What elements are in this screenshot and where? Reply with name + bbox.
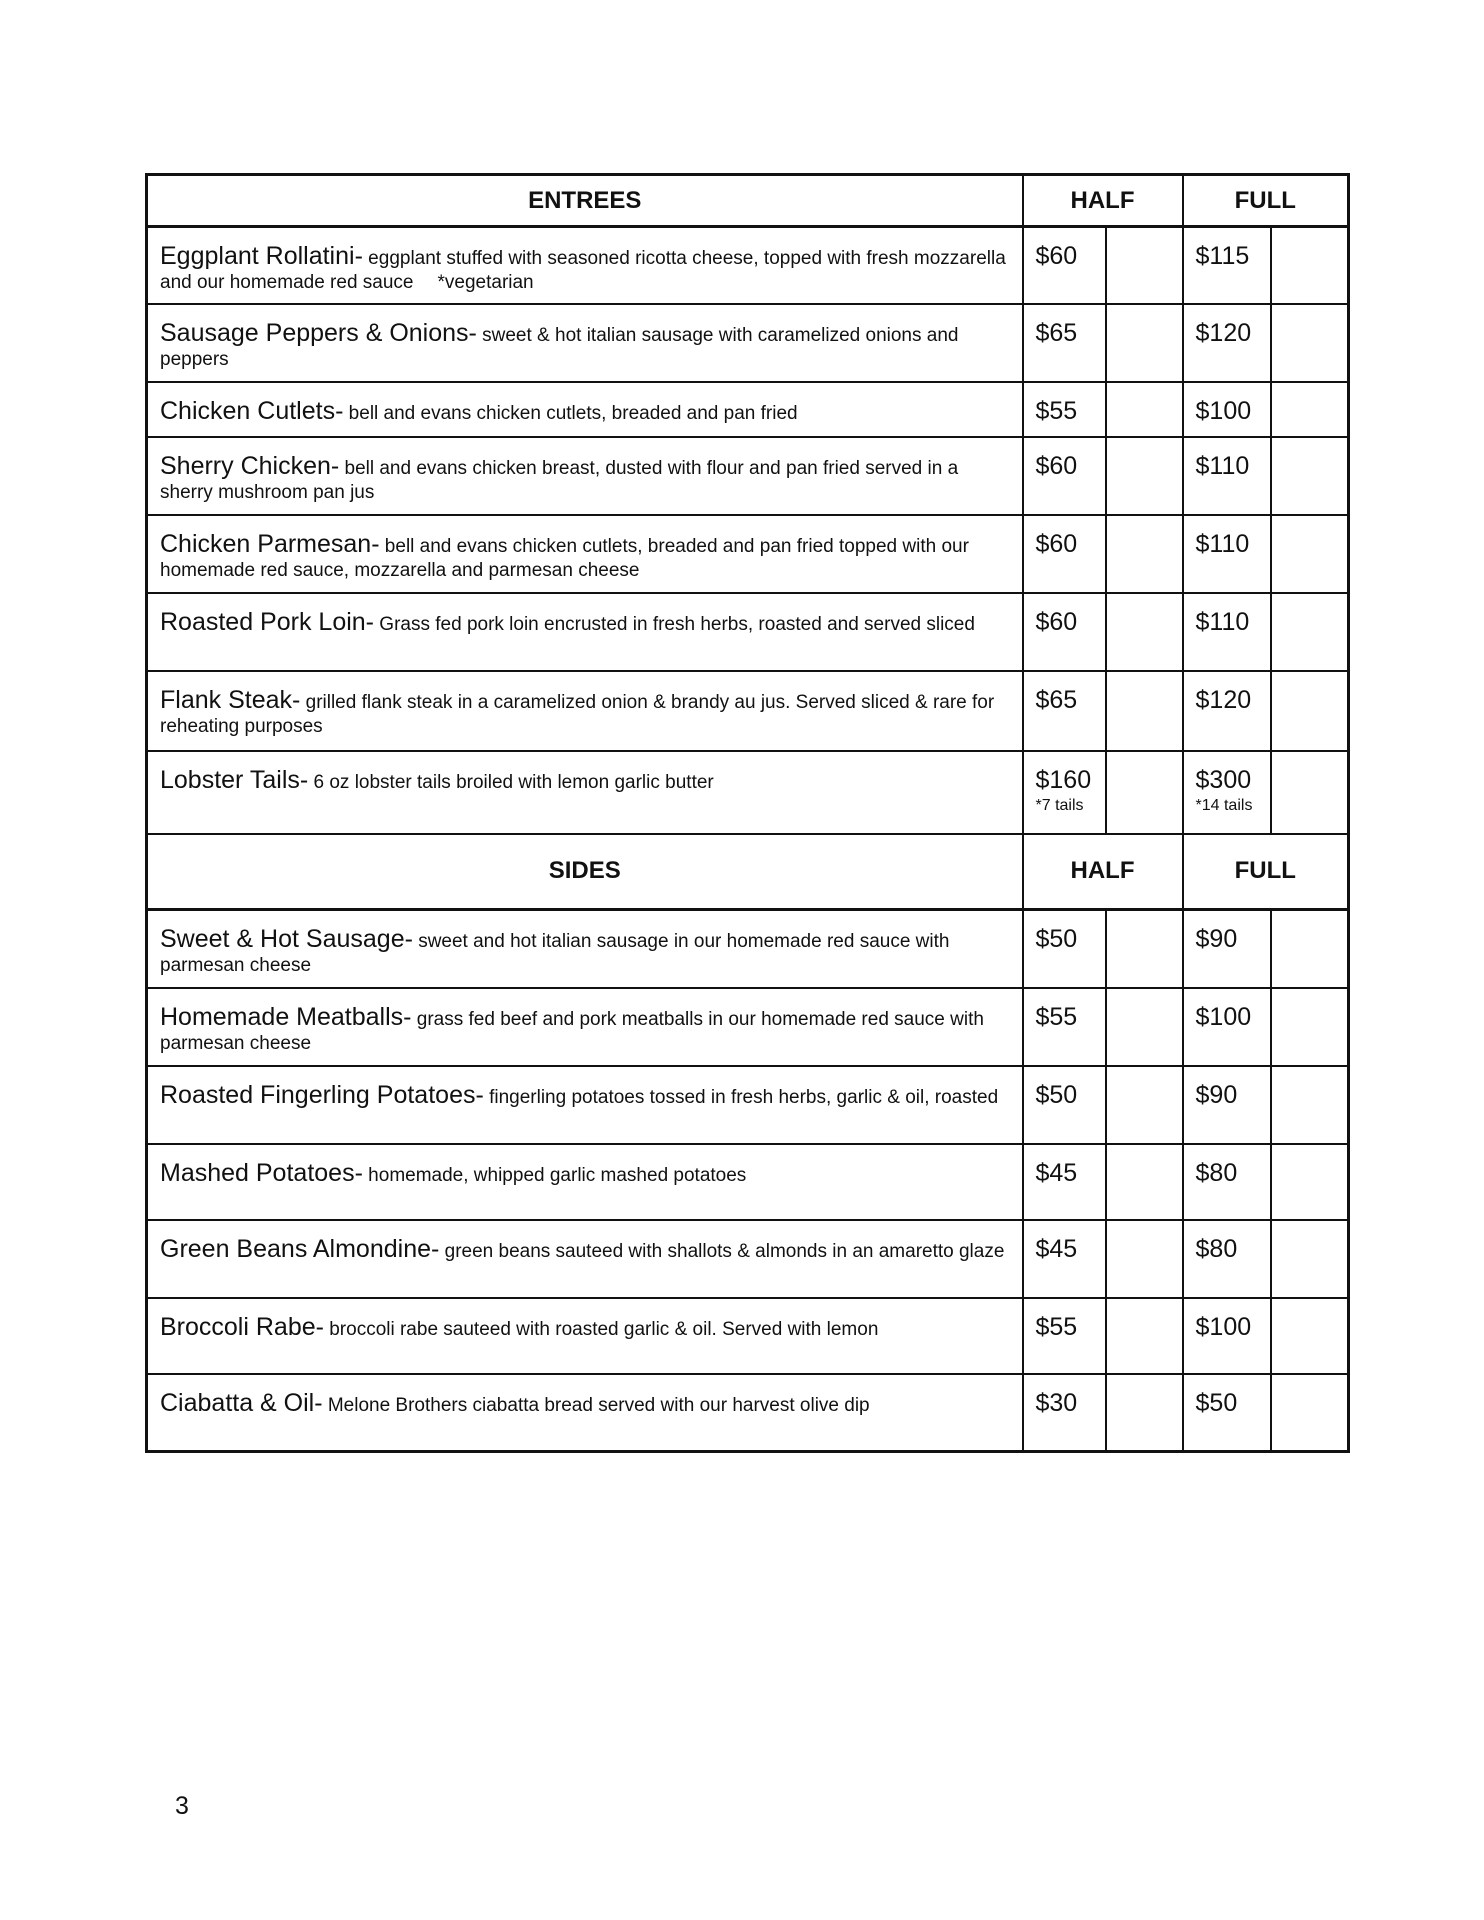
half-price: $160 xyxy=(1035,765,1092,794)
sides-item-row xyxy=(147,1220,1349,1298)
half-price: $65 xyxy=(1035,318,1078,347)
half-price-cell xyxy=(1023,751,1106,834)
item-description: bell and evans chicken breast, dusted with flour and pan fried served in a sherry mushroom pan jus xyxy=(160,457,959,503)
half-order-box xyxy=(1106,227,1183,304)
half-order-box xyxy=(1106,1144,1183,1220)
half-order-box xyxy=(1106,1220,1183,1298)
half-price-cell xyxy=(1023,1374,1106,1452)
half-price-cell xyxy=(1023,1220,1106,1298)
full-price-cell xyxy=(1183,1298,1271,1374)
full-price: $100 xyxy=(1195,1312,1252,1341)
item-description-cell xyxy=(147,1374,1023,1452)
entrees-section-title: ENTREES xyxy=(147,175,1023,227)
sides-section-title: SIDES xyxy=(147,834,1023,910)
entrees-item-row xyxy=(147,671,1349,751)
full-price-cell xyxy=(1183,515,1271,593)
half-price: $55 xyxy=(1035,1312,1078,1341)
item-description-cell xyxy=(147,751,1023,834)
full-price: $100 xyxy=(1195,1002,1252,1031)
full-price: $80 xyxy=(1195,1234,1238,1263)
full-price: $110 xyxy=(1195,451,1250,480)
sides-half-header: HALF xyxy=(1023,834,1183,910)
half-price: $60 xyxy=(1035,242,1078,270)
menu-table xyxy=(145,173,1350,1453)
full-order-box xyxy=(1271,227,1349,304)
item-description-cell xyxy=(147,671,1023,751)
item-description-cell xyxy=(147,1066,1023,1144)
item-name: Sherry Chicken- xyxy=(160,451,340,480)
item-description-cell xyxy=(147,910,1023,988)
entrees-item-row xyxy=(147,515,1349,593)
item-name: Roasted Pork Loin- xyxy=(160,607,375,636)
item-description: Melone Brothers ciabatta bread served with our harvest olive dip xyxy=(322,1394,870,1416)
item-description: bell and evans chicken cutlets, breaded and pan fried xyxy=(343,402,798,424)
half-price: $55 xyxy=(1035,396,1078,425)
sides-item-row xyxy=(147,988,1349,1066)
full-order-box xyxy=(1271,1066,1349,1144)
half-order-box xyxy=(1106,1066,1183,1144)
full-price-cell xyxy=(1183,751,1271,834)
menu-body xyxy=(147,175,1349,1452)
half-price: $45 xyxy=(1035,1234,1078,1263)
full-order-box xyxy=(1271,751,1349,834)
full-price-cell xyxy=(1183,671,1271,751)
half-order-box xyxy=(1106,382,1183,437)
entrees-item-row xyxy=(147,304,1349,382)
sides-full-header: FULL xyxy=(1183,834,1349,910)
item-note: *vegetarian xyxy=(437,272,534,293)
item-name: Chicken Cutlets- xyxy=(160,396,344,425)
item-description: bell and evans chicken cutlets, breaded and pan fried topped with our homemade red sauce, mozzarella and parmesan cheese xyxy=(160,535,969,581)
item-name: Sausage Peppers & Onions- xyxy=(160,318,477,347)
half-order-box xyxy=(1106,1374,1183,1452)
half-price: $50 xyxy=(1035,925,1078,953)
half-order-box xyxy=(1106,1298,1183,1374)
entrees-item-row xyxy=(147,593,1349,671)
item-name: Broccoli Rabe- xyxy=(160,1312,324,1341)
item-description: 6 oz lobster tails broiled with lemon garlic butter xyxy=(308,771,714,793)
full-price: $100 xyxy=(1195,396,1252,425)
full-price: $110 xyxy=(1195,607,1250,636)
item-name: Homemade Meatballs- xyxy=(160,1002,412,1031)
item-description: grass fed beef and pork meatballs in our homemade red sauce with parmesan cheese xyxy=(160,1008,984,1054)
item-name: Chicken Parmesan- xyxy=(160,529,380,558)
sides-header-row xyxy=(147,834,1349,910)
half-price: $60 xyxy=(1035,451,1078,480)
half-order-box xyxy=(1106,515,1183,593)
full-price-cell xyxy=(1183,304,1271,382)
full-order-box xyxy=(1271,1374,1349,1452)
item-description: grilled flank steak in a caramelized onion & brandy au jus. Served sliced & rare for reheating purposes xyxy=(160,691,995,737)
item-description: eggplant stuffed with seasoned ricotta cheese, topped with fresh mozzarella and our homemade red sauce xyxy=(160,248,1006,293)
half-price: $30 xyxy=(1035,1388,1078,1417)
full-price-cell xyxy=(1183,382,1271,437)
item-name: Mashed Potatoes- xyxy=(160,1158,363,1187)
full-order-box xyxy=(1271,988,1349,1066)
full-price: $90 xyxy=(1195,925,1238,953)
full-price: $80 xyxy=(1195,1158,1238,1187)
item-name: Sweet & Hot Sausage- xyxy=(160,925,413,953)
entrees-full-header: FULL xyxy=(1183,175,1349,227)
entrees-item-row xyxy=(147,227,1349,304)
full-price: $110 xyxy=(1195,529,1250,558)
half-order-box xyxy=(1106,988,1183,1066)
half-price-cell xyxy=(1023,671,1106,751)
sides-item-row xyxy=(147,1374,1349,1452)
half-price-cell xyxy=(1023,382,1106,437)
item-name: Green Beans Almondine- xyxy=(160,1234,440,1263)
full-price: $90 xyxy=(1195,1080,1238,1109)
full-price: $115 xyxy=(1195,242,1250,270)
full-order-box xyxy=(1271,304,1349,382)
full-price-cell xyxy=(1183,1144,1271,1220)
item-description: fingerling potatoes tossed in fresh herbs, garlic & oil, roasted xyxy=(483,1086,999,1108)
item-description: sweet and hot italian sausage in our homemade red sauce with parmesan cheese xyxy=(160,931,950,976)
item-description-cell xyxy=(147,1220,1023,1298)
full-order-box xyxy=(1271,515,1349,593)
full-price: $120 xyxy=(1195,318,1252,347)
full-order-box xyxy=(1271,1298,1349,1374)
full-price-cell xyxy=(1183,1374,1271,1452)
entrees-header-row xyxy=(147,175,1349,227)
half-order-box xyxy=(1106,910,1183,988)
sides-item-row xyxy=(147,910,1349,988)
full-price: $120 xyxy=(1195,685,1252,714)
full-order-box xyxy=(1271,593,1349,671)
entrees-item-row xyxy=(147,751,1349,834)
half-price-note: *7 tails xyxy=(1035,796,1084,814)
item-name: Ciabatta & Oil- xyxy=(160,1388,323,1417)
half-price: $65 xyxy=(1035,685,1078,714)
full-price: $300 xyxy=(1195,765,1252,794)
item-name: Flank Steak- xyxy=(160,685,301,714)
full-price-cell xyxy=(1183,227,1271,304)
half-price-cell xyxy=(1023,910,1106,988)
half-order-box xyxy=(1106,593,1183,671)
half-order-box xyxy=(1106,751,1183,834)
item-name: Eggplant Rollatini- xyxy=(160,242,363,270)
half-price-cell xyxy=(1023,1144,1106,1220)
item-description-cell xyxy=(147,382,1023,437)
half-price-cell xyxy=(1023,227,1106,304)
half-price: $55 xyxy=(1035,1002,1078,1031)
half-price: $50 xyxy=(1035,1080,1078,1109)
full-order-box xyxy=(1271,382,1349,437)
full-order-box xyxy=(1271,910,1349,988)
item-name: Lobster Tails- xyxy=(160,765,309,794)
half-order-box xyxy=(1106,437,1183,515)
half-price: $60 xyxy=(1035,529,1078,558)
half-price-cell xyxy=(1023,515,1106,593)
half-price-cell xyxy=(1023,304,1106,382)
page-number: 3 xyxy=(175,1792,189,1820)
item-description-cell xyxy=(147,988,1023,1066)
full-price-cell xyxy=(1183,988,1271,1066)
item-description-cell xyxy=(147,437,1023,515)
item-description-cell xyxy=(147,304,1023,382)
half-price: $60 xyxy=(1035,607,1078,636)
half-price-cell xyxy=(1023,1066,1106,1144)
item-description: sweet & hot italian sausage with caramelized onions and peppers xyxy=(160,324,959,370)
half-price-cell xyxy=(1023,988,1106,1066)
entrees-half-header: HALF xyxy=(1023,175,1183,227)
entrees-item-row xyxy=(147,437,1349,515)
half-price: $45 xyxy=(1035,1158,1078,1187)
full-order-box xyxy=(1271,1220,1349,1298)
full-price-note: *14 tails xyxy=(1195,796,1253,814)
half-order-box xyxy=(1106,304,1183,382)
half-price-cell xyxy=(1023,1298,1106,1374)
item-description: green beans sauteed with shallots & almonds in an amaretto glaze xyxy=(439,1240,1005,1262)
item-description: homemade, whipped garlic mashed potatoes xyxy=(362,1164,747,1186)
item-name: Roasted Fingerling Potatoes- xyxy=(160,1080,484,1109)
item-description: broccoli rabe sauteed with roasted garlic & oil. Served with lemon xyxy=(323,1318,879,1340)
full-price-cell xyxy=(1183,910,1271,988)
item-description: Grass fed pork loin encrusted in fresh herbs, roasted and served sliced xyxy=(374,613,975,635)
half-price-cell xyxy=(1023,437,1106,515)
item-description-cell xyxy=(147,1144,1023,1220)
full-price: $50 xyxy=(1195,1388,1238,1417)
sides-item-row xyxy=(147,1298,1349,1374)
full-order-box xyxy=(1271,671,1349,751)
full-price-cell xyxy=(1183,593,1271,671)
item-description-cell xyxy=(147,227,1023,304)
full-order-box xyxy=(1271,1144,1349,1220)
half-price-cell xyxy=(1023,593,1106,671)
item-description-cell xyxy=(147,1298,1023,1374)
item-description-cell xyxy=(147,515,1023,593)
half-order-box xyxy=(1106,671,1183,751)
full-order-box xyxy=(1271,437,1349,515)
sides-item-row xyxy=(147,1144,1349,1220)
sides-item-row xyxy=(147,1066,1349,1144)
full-price-cell xyxy=(1183,437,1271,515)
entrees-item-row xyxy=(147,382,1349,437)
item-description-cell xyxy=(147,593,1023,671)
full-price-cell xyxy=(1183,1220,1271,1298)
full-price-cell xyxy=(1183,1066,1271,1144)
